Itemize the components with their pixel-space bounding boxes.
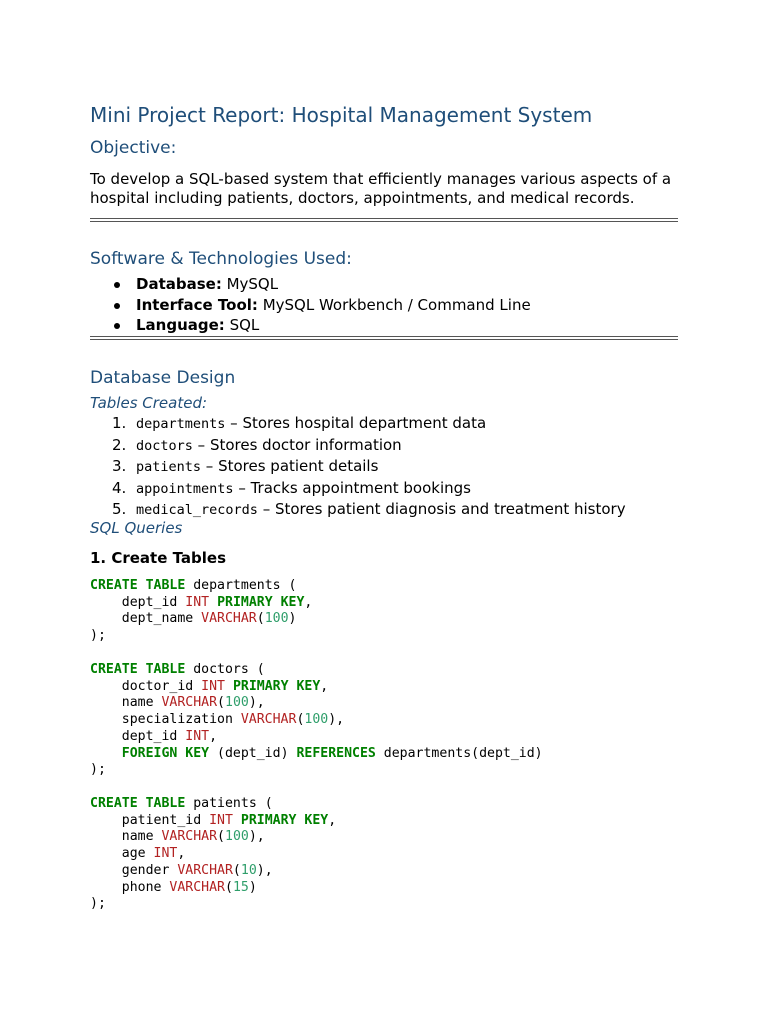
code-text: ),: [256, 862, 273, 878]
code-text: dept_name: [90, 611, 202, 627]
section-divider: [90, 218, 678, 222]
sql-number: 15: [232, 879, 249, 895]
list-number: 2.: [112, 435, 127, 454]
software-item-value: MySQL: [221, 275, 279, 293]
software-item-label: Interface Tool:: [136, 295, 258, 314]
sql-type: VARCHAR: [161, 695, 218, 711]
sql-queries-heading: SQL Queries: [90, 519, 183, 537]
code-text: specialization: [90, 712, 241, 728]
code-text: (: [256, 611, 265, 627]
code-text: dept_id: [90, 728, 186, 744]
table-item: [90, 435, 626, 457]
code-line: [90, 729, 217, 744]
code-text: [138, 578, 146, 593]
table-item: [90, 413, 626, 435]
software-item-value: MySQL Workbench / Command Line: [257, 295, 531, 314]
objective-heading: Objective:: [90, 138, 177, 158]
code-text: name: [90, 829, 162, 845]
tables-list: [90, 413, 626, 521]
table-name: appointments: [136, 480, 234, 497]
bullet-icon: [114, 282, 120, 288]
sql-number: 100: [264, 611, 289, 627]
sql-keyword: CREATE: [90, 796, 138, 811]
code-text: (: [232, 862, 241, 878]
code-line: [90, 880, 257, 895]
table-name: patients: [136, 459, 202, 475]
code-block-doctors: [90, 662, 543, 779]
bullet-icon: [114, 303, 120, 309]
code-text: [138, 662, 146, 677]
sql-type: VARCHAR: [161, 829, 218, 845]
list-number: 4.: [112, 478, 127, 497]
table-item: [90, 456, 626, 478]
list-number: 5.: [112, 500, 127, 518]
sql-keyword: PRIMARY KEY: [217, 594, 305, 610]
software-list: [90, 274, 531, 336]
code-text: ): [248, 879, 257, 895]
create-tables-heading: 1. Create Tables: [90, 549, 227, 567]
software-item-database: [90, 274, 531, 295]
code-text: [209, 595, 217, 610]
code-text: ,: [304, 594, 313, 610]
code-text: (dept_id): [209, 745, 297, 761]
sql-keyword: REFERENCES: [296, 745, 376, 761]
code-text: patients (: [185, 796, 273, 811]
code-line: [90, 611, 296, 626]
code-line: [90, 628, 106, 643]
code-text: );: [90, 762, 106, 778]
code-text: );: [90, 628, 106, 644]
sql-type: INT: [209, 812, 233, 828]
code-line: [90, 762, 106, 777]
sql-keyword: TABLE: [145, 662, 186, 677]
code-text: dept_id: [90, 594, 186, 610]
table-name: doctors: [136, 437, 193, 454]
code-text: doctors (: [185, 662, 265, 677]
table-item: [90, 478, 626, 500]
code-text: );: [90, 896, 106, 912]
code-text: ),: [328, 712, 345, 728]
code-line: [90, 679, 328, 694]
code-block-patients: [90, 796, 336, 913]
sql-type: VARCHAR: [169, 879, 225, 895]
objective-text: To develop a SQL-based system that efficiently manages various aspects of a hospital including patients, doctors, appointments, and medical records.: [90, 170, 672, 207]
code-text: doctor_id: [90, 678, 202, 694]
sql-type: INT: [153, 846, 178, 862]
list-number: 1.: [112, 414, 127, 432]
code-line: [90, 578, 296, 593]
code-text: phone: [90, 879, 170, 895]
table-description: – Tracks appointment bookings: [233, 478, 471, 497]
report-title: Mini Project Report: Hospital Management System: [90, 103, 593, 127]
code-line: [90, 829, 265, 844]
code-line: [90, 595, 312, 610]
list-number: 3.: [112, 457, 127, 475]
code-line: [90, 813, 336, 828]
code-line: [90, 695, 265, 710]
sql-keyword: PRIMARY KEY: [240, 812, 329, 828]
code-line: [90, 796, 273, 811]
code-line: [90, 896, 106, 911]
code-line: [90, 846, 185, 861]
code-text: departments(dept_id): [375, 745, 543, 761]
code-text: ),: [248, 695, 265, 711]
software-heading: Software & Technologies Used:: [90, 249, 352, 269]
sql-number: 100: [225, 695, 249, 711]
sql-keyword: CREATE: [90, 578, 138, 593]
code-text: [225, 679, 233, 694]
table-description: – Stores hospital department data: [225, 414, 487, 432]
code-text: departments (: [185, 578, 297, 593]
code-line: [90, 863, 273, 878]
code-text: (: [217, 829, 225, 845]
bullet-icon: [114, 323, 120, 329]
software-item-interface-tool: [90, 295, 531, 316]
database-design-heading: Database Design: [90, 368, 236, 388]
sql-number: 100: [304, 712, 329, 728]
code-text: ,: [177, 846, 186, 862]
code-text: [90, 746, 122, 761]
sql-type: INT: [185, 594, 210, 610]
table-description: – Stores doctor information: [192, 435, 402, 454]
code-text: gender: [90, 862, 178, 878]
sql-number: 100: [225, 829, 249, 845]
sql-keyword: CREATE: [90, 662, 138, 677]
code-text: (: [224, 879, 233, 895]
software-item-language: [90, 315, 531, 336]
code-text: ),: [248, 829, 265, 845]
sql-type: VARCHAR: [240, 712, 297, 728]
sql-type: INT: [185, 728, 210, 744]
code-block-departments: [90, 578, 312, 645]
sql-keyword: FOREIGN KEY: [121, 745, 210, 761]
sql-type: VARCHAR: [201, 611, 257, 627]
code-text: name: [90, 695, 162, 711]
sql-keyword: TABLE: [145, 578, 186, 593]
sql-keyword: PRIMARY KEY: [232, 678, 321, 694]
code-text: [138, 796, 146, 811]
code-line: [90, 746, 543, 761]
table-description: – Stores patient details: [201, 457, 379, 475]
software-item-value: SQL: [224, 316, 260, 334]
code-line: [90, 712, 344, 727]
code-text: (: [296, 712, 305, 728]
section-divider: [90, 336, 678, 340]
code-text: (: [217, 695, 225, 711]
code-text: ): [288, 611, 297, 627]
code-text: ,: [328, 812, 337, 828]
code-text: ,: [209, 728, 218, 744]
code-text: patient_id: [90, 812, 210, 828]
code-text: ,: [320, 678, 329, 694]
software-item-label: Language:: [136, 316, 225, 334]
sql-keyword: TABLE: [145, 796, 186, 811]
software-item-label: Database:: [136, 275, 222, 293]
sql-type: VARCHAR: [177, 862, 233, 878]
tables-created-heading: Tables Created:: [90, 394, 208, 412]
code-text: age: [90, 846, 154, 862]
sql-number: 10: [240, 862, 257, 878]
table-description: – Stores patient diagnosis and treatment history: [257, 500, 626, 518]
sql-type: INT: [201, 678, 225, 694]
table-name: medical_records: [136, 502, 258, 518]
table-name: departments: [136, 416, 226, 432]
code-line: [90, 662, 265, 677]
code-text: [233, 813, 241, 828]
